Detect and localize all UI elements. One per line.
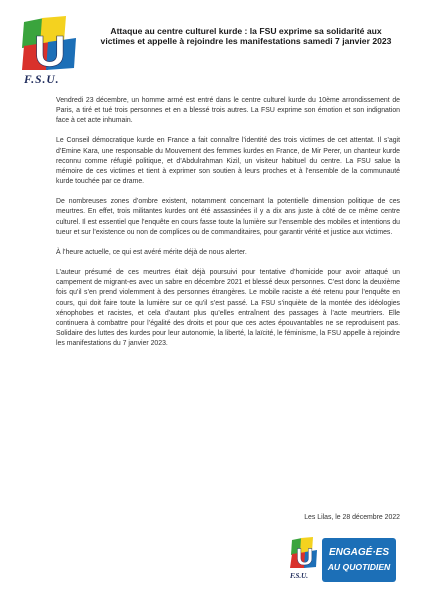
page-title: Attaque au centre culturel kurde : la FSU exprime sa solidarité aux victimes et appelle à rejoindre les manifestations samedi 7 janvier 2023 <box>100 26 392 46</box>
logo-letter: U <box>34 27 66 76</box>
paragraph: À l’heure actuelle, ce qui est avéré mérite déjà de nous alerter. <box>56 248 247 256</box>
paragraph: Vendredi 23 décembre, un homme armé est entré dans le centre culturel kurde du 10ème arrondissement de Paris, a tiré et tué trois personnes et en a blessé trois autres. La FSU exprime son émotion et son indignation face à cet acte inhumain. <box>56 97 400 125</box>
badge-logo-letter: U <box>296 544 314 571</box>
paragraph: De nombreuses zones d’ombre existent, notamment concernant la potentielle dimension politique de ces meurtres. En effet, trois militantes kurdes ont été assassinées il y a dix ans juste à côté de ce même centre culturel. Il est essentiel que l’enquête en cours fasse toute la lumière sur l’ensemble des mobiles et intentions du tueur et sur l’existence ou non de complices ou de commanditaires, pour garantir vérité et justice aux victimes. <box>56 198 400 236</box>
badge-caption: F.S.U. <box>290 572 308 580</box>
logo-caption: F.S.U. <box>24 74 60 86</box>
fsu-logo <box>20 16 78 86</box>
document-body <box>56 96 400 359</box>
paragraph: L’auteur présumé de ces meurtres était déjà poursuivi pour tentative d’homicide pour avoir attaqué un campement de migrant-es avec un sabre en décembre 2021 et blessé deux personnes. C’est donc la deuxième fois qu’il s’en prend violemment à des personnes étrangères. Le mobile raciste a été retenu pour l’enquête en cours, qui doit faire toute la lumière sur ce qu’il s’est passé. La FSU s’inquiète de la montée des idéologies xénophobes et racistes, et cela d’autant plus qu’elles entraînent des passages à l’acte meurtriers. Elle continuera à combattre pour l’égalité des droits et pour que ces actes épouvantables ne se reproduisent pas. Solidaire des luttes des kurdes pour leur autonomie, la liberté, la laïcité, le féminisme, la FSU appelle à rejoindre les manifestations du 7 janvier 2023. <box>56 269 400 348</box>
signature-date: Les Lilas, le 28 décembre 2022 <box>304 514 400 521</box>
badge-banner <box>322 538 396 582</box>
badge-line-2: AU QUOTIDIEN <box>327 562 391 572</box>
paragraph: Le Conseil démocratique kurde en France a fait connaître l’identité des trois victimes de cet attentat. Il s’agit d’Emine Kara, une responsable du Mouvement des femmes kurdes en France, de Mir Perer, un chanteur kurde reconnu comme réfugié politique, et d’Abdulrahman Kizil, un visiteur habituel du centre. La FSU salue la mémoire de ces victimes et tient à exprimer son soutien à leurs proches et à l’ensemble de la communauté kurde touchée par ce drame. <box>56 137 400 186</box>
badge-line-1: ENGAGÉ·ES <box>328 547 390 558</box>
engagees-badge <box>284 534 398 584</box>
